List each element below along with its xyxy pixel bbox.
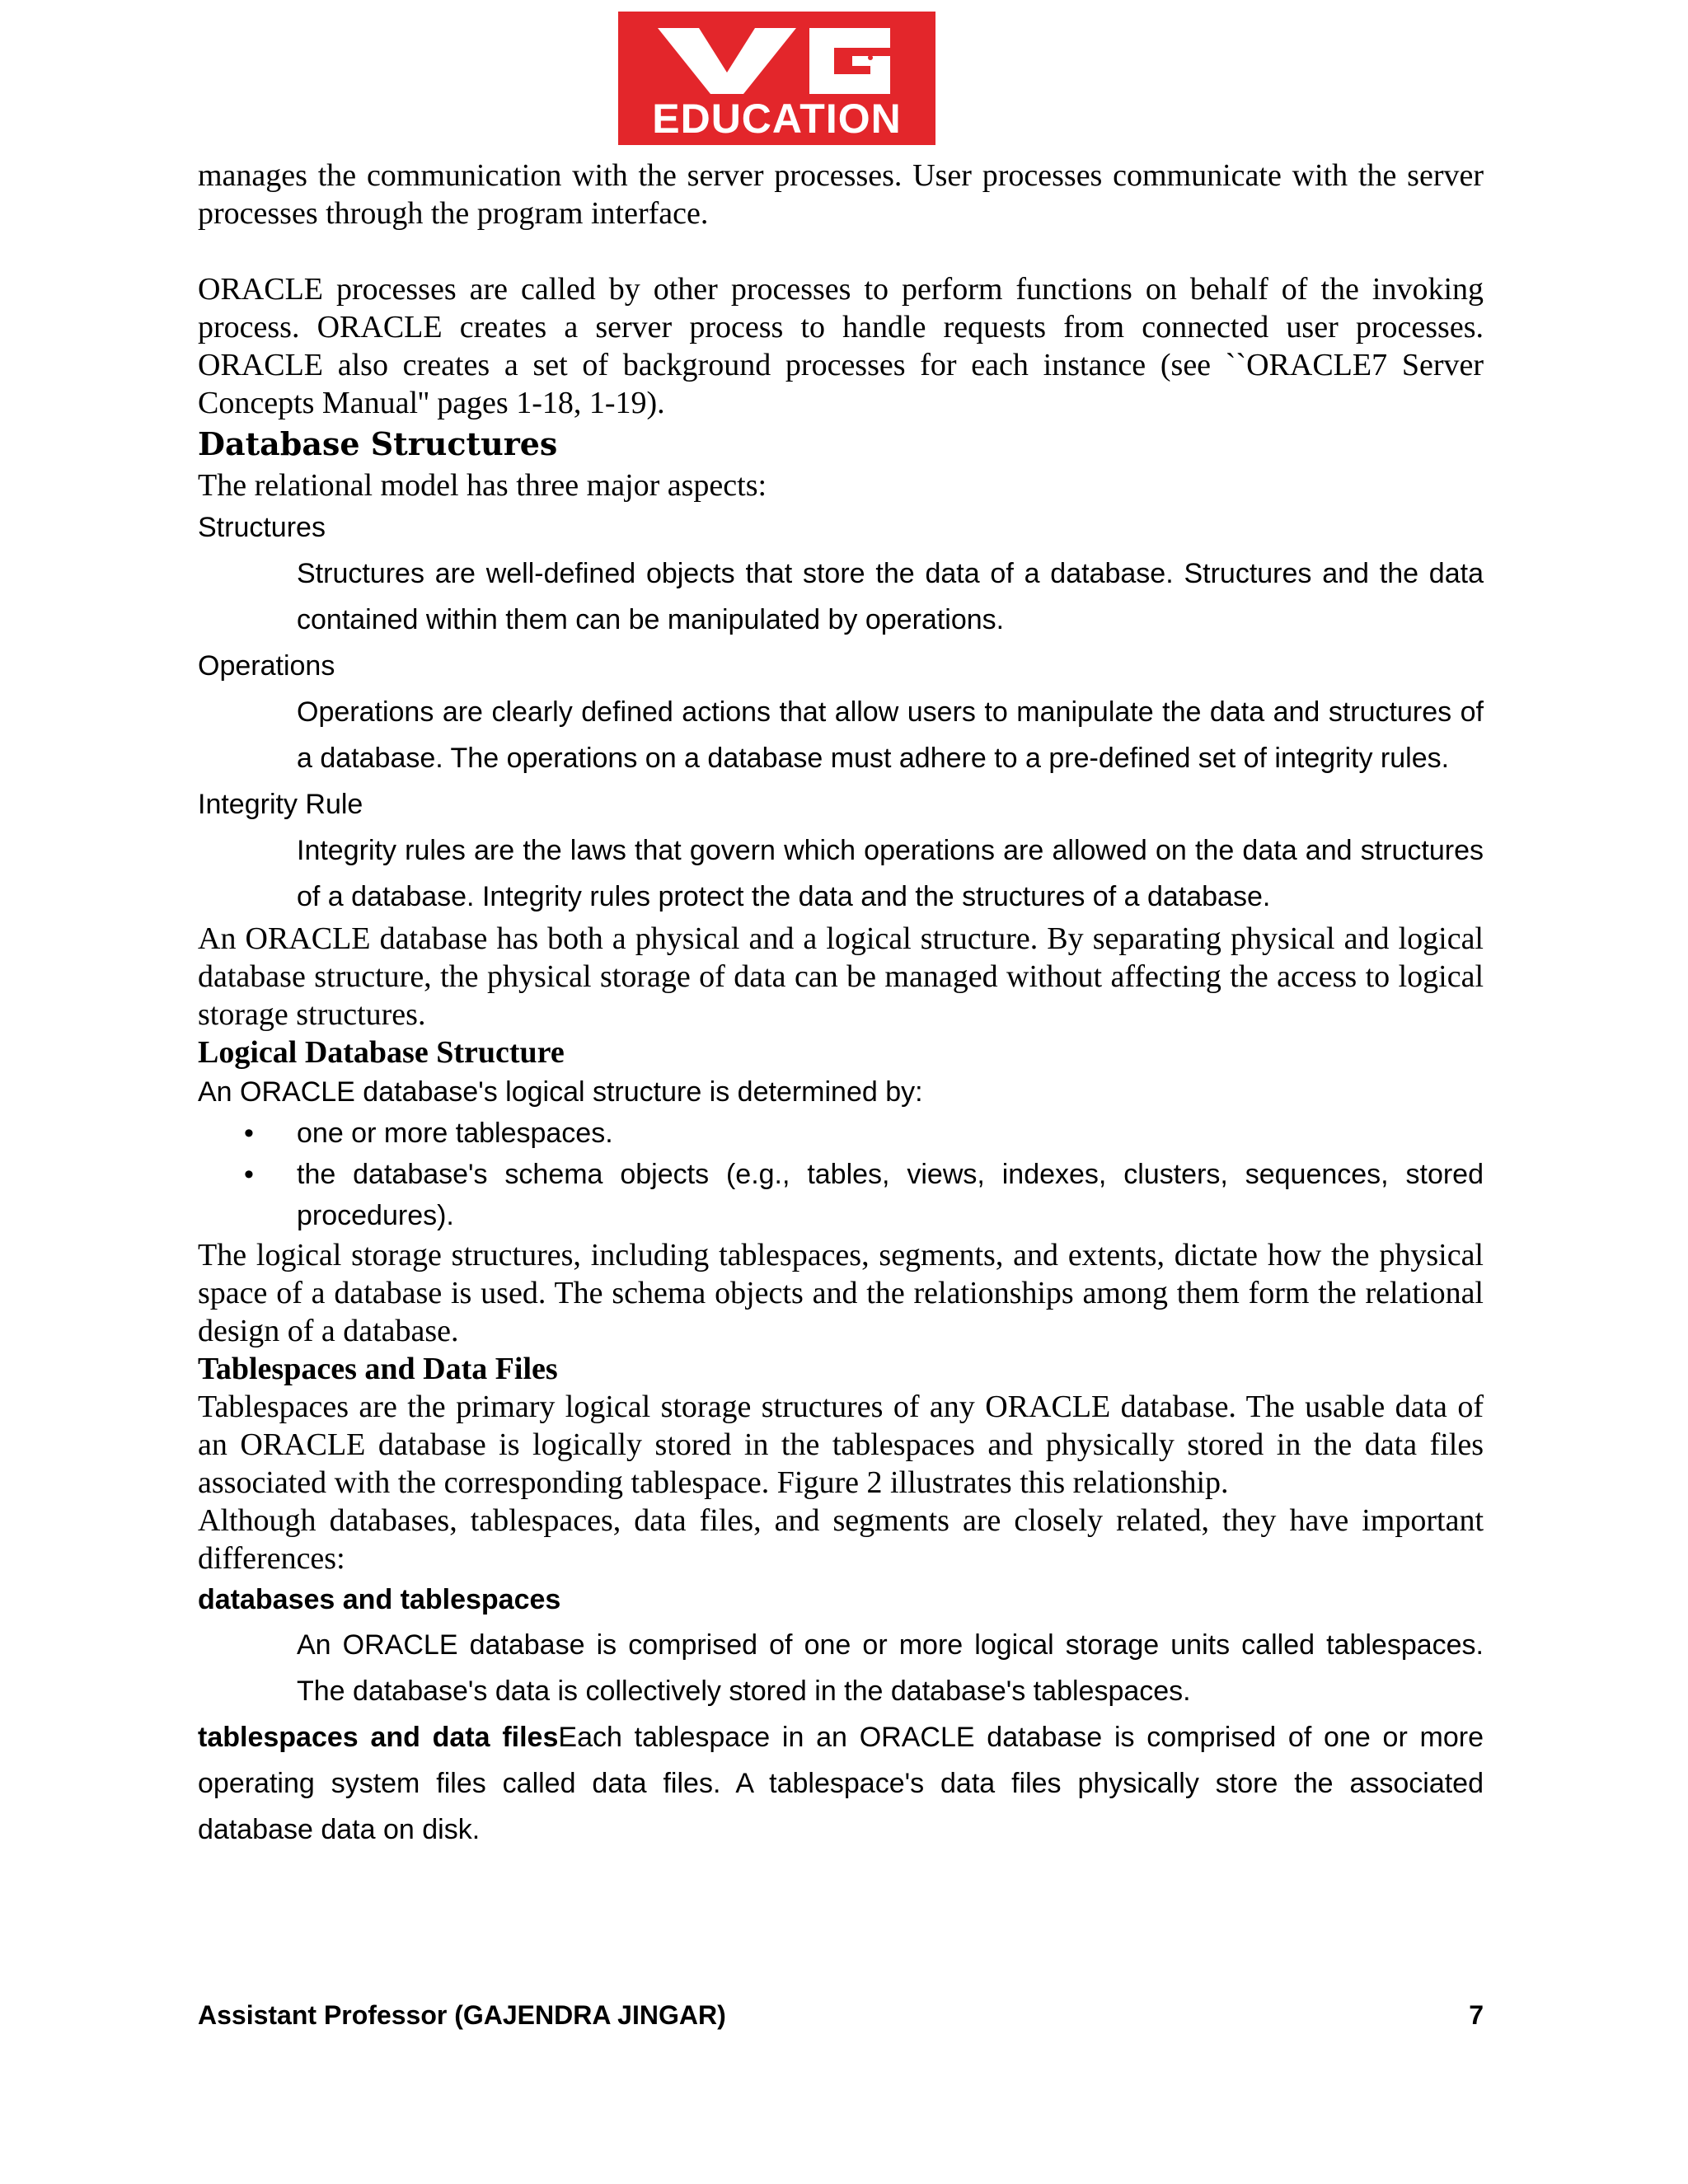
paragraph-differences: Although databases, tablespaces, data files, and segments are closely related, they have important differences: xyxy=(198,1503,1484,1576)
footer-author: Assistant Professor (GAJENDRA JINGAR) xyxy=(198,2000,726,2030)
paragraph-physical-logical: An ORACLE database has both a physical and a logical structure. By separating physical and logical database structure, the physical storage of data can be managed without affecting the access to logical storage structures. xyxy=(198,921,1484,1032)
paragraph-logical-intro: An ORACLE database's logical structure is determined by: xyxy=(198,1076,923,1108)
paragraph-three-aspects: The relational model has three major aspects: xyxy=(198,468,767,503)
paragraph-oracle-processes: ORACLE processes are called by other processes to perform functions on behalf of the invoking process. ORACLE creates a server process to handle requests from connected user processes. ORACLE also creates a set of background processes for each instance (see ``ORACLE7 Server Concepts Manual'' pages 1-18, 1-19). xyxy=(198,272,1484,420)
aspect-integrity-rule xyxy=(198,781,1484,920)
paragraph-server-communication: manages the communication with the server processes. User processes communicate with the server processes through the program interface. xyxy=(198,158,1484,231)
paragraph-logical-storage: The logical storage structures, including tablespaces, segments, and extents, dictate how the physical space of a database is used. The schema objects and the relationships among them form the relational design of a database. xyxy=(198,1238,1484,1348)
heading-databases-and-tablespaces: databases and tablespaces xyxy=(198,1584,561,1615)
paragraph-tablespaces: Tablespaces are the primary logical storage structures of any ORACLE database. The usable data of an ORACLE database is logically stored in the tablespaces and physically stored in the data files associated with the corresponding tablespace. Figure 2 illustrates this relationship. xyxy=(198,1390,1484,1500)
logical-structure-list xyxy=(198,1113,1484,1236)
aspect-description: Integrity rules are the laws that govern which operations are allowed on the data and structures of a database. Integrity rules protect the data and the structures of a database. xyxy=(297,835,1484,912)
aspect-term: Integrity Rule xyxy=(198,789,363,820)
aspect-structures xyxy=(198,504,1484,643)
page-footer xyxy=(198,1999,1484,2032)
logo-text: EDUCATION xyxy=(652,96,902,142)
description-tablespaces-data-files: Each tablespace in an ORACLE database is comprised of one or more operating system files called data files. A tablespace's data files physically store the associated database data on disk. xyxy=(198,1722,1484,1845)
heading-database-structures: Database Structures xyxy=(198,425,558,462)
paragraph-tablespaces-data-files xyxy=(198,1714,1484,1853)
heading-logical-database-structure: Logical Database Structure xyxy=(198,1035,565,1070)
list-item: • one or more tablespaces. xyxy=(198,1113,1484,1154)
aspect-operations xyxy=(198,643,1484,781)
list-item: • the database's schema objects (e.g., tables, views, indexes, clusters, sequences, stored procedures). xyxy=(198,1154,1484,1236)
bullet-icon: • xyxy=(244,1159,254,1190)
aspect-description: Structures are well-defined objects that store the data of a database. Structures and the data contained within them can be manipulated by operations. xyxy=(297,558,1484,635)
aspect-term: Structures xyxy=(198,512,326,543)
page-number: 7 xyxy=(1469,2000,1484,2030)
page-content xyxy=(198,157,1484,1853)
heading-tablespaces-data-files: Tablespaces and Data Files xyxy=(198,1352,558,1386)
bullet-icon: • xyxy=(244,1118,254,1149)
term-tablespaces-data-files: tablespaces and data files xyxy=(198,1722,559,1753)
aspect-term: Operations xyxy=(198,650,335,682)
aspect-description: Operations are clearly defined actions that allow users to manipulate the data and structures of a database. The operations on a database must adhere to a pre-defined set of integrity rules. xyxy=(297,696,1484,774)
paragraph-databases-tablespaces: An ORACLE database is comprised of one or more logical storage units called tablespaces. The database's data is collectively stored in the database's tablespaces. xyxy=(297,1629,1484,1707)
vg-education-logo xyxy=(618,12,935,145)
